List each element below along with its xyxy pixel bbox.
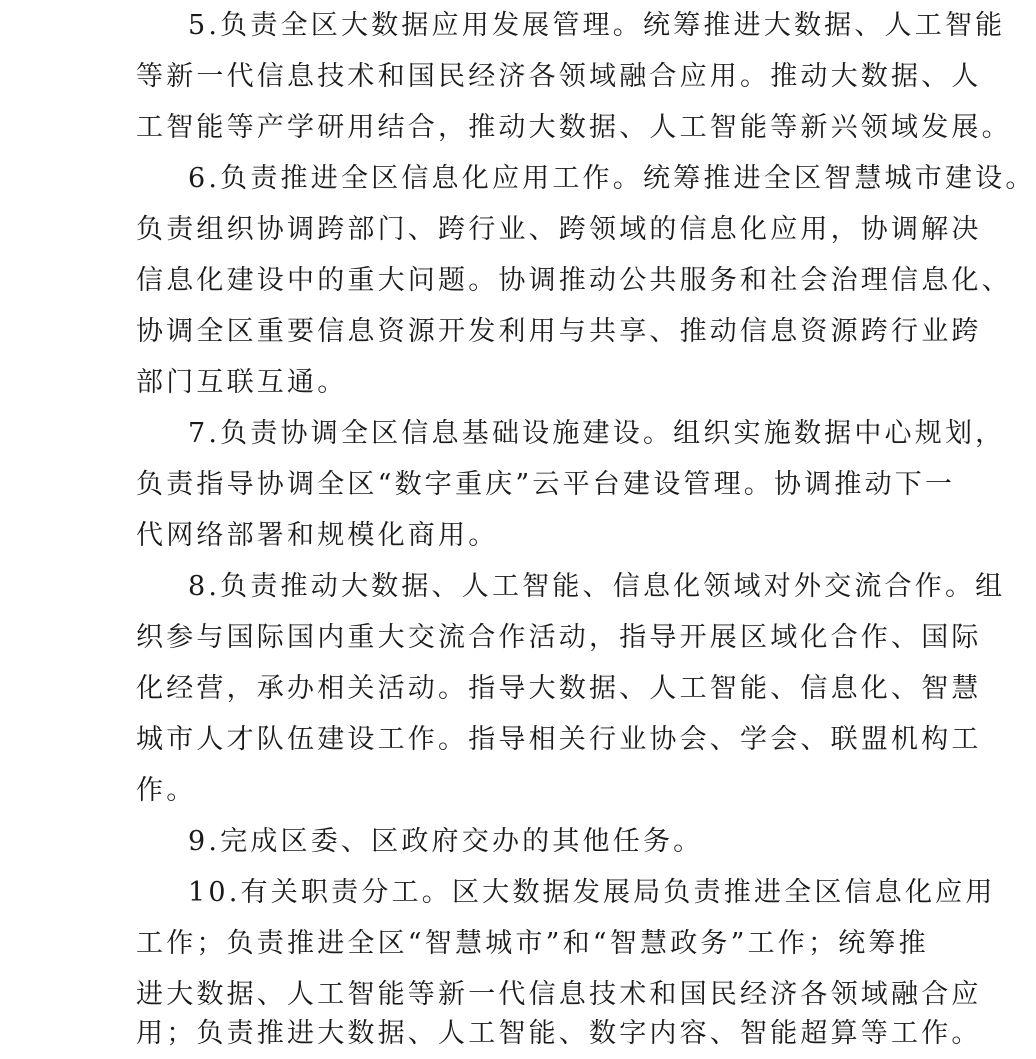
text-line: 5.负责全区大数据应用发展管理。统筹推进大数据、人工智能 xyxy=(188,10,1006,41)
text-line: 工作；负责推进全区“智慧城市”和“智慧政务”工作；统筹推 xyxy=(136,928,929,959)
text-line: 10.有关职责分工。区大数据发展局负责推进全区信息化应用 xyxy=(188,877,996,908)
text-line: 信息化建设中的重大问题。协调推动公共服务和社会治理信息化、 xyxy=(136,265,1012,296)
text-line: 化经营，承办相关活动。指导大数据、人工智能、信息化、智慧 xyxy=(136,673,982,704)
text-line: 6.负责推进全区信息化应用工作。统筹推进全区智慧城市建设。 xyxy=(188,163,1036,194)
text-line: 进大数据、人工智能等新一代信息技术和国民经济各领域融合应 xyxy=(136,979,982,1010)
text-line: 代网络部署和规模化商用。 xyxy=(136,520,499,551)
text-line: 工智能等产学研用结合，推动大数据、人工智能等新兴领域发展。 xyxy=(136,112,1012,143)
text-line: 用；负责推进大数据、人工智能、数字内容、智能超算等工作。 xyxy=(136,1018,982,1049)
text-line: 协调全区重要信息资源开发利用与共享、推动信息资源跨行业跨 xyxy=(136,316,982,347)
text-line: 部门互联互通。 xyxy=(136,367,348,398)
text-line: 负责组织协调跨部门、跨行业、跨领域的信息化应用，协调解决 xyxy=(136,214,982,245)
text-line: 9.完成区委、区政府交办的其他任务。 xyxy=(188,826,704,857)
text-line: 作。 xyxy=(136,775,197,806)
text-line: 织参与国际国内重大交流合作活动，指导开展区域化合作、国际 xyxy=(136,622,982,653)
text-line: 等新一代信息技术和国民经济各领域融合应用。推动大数据、人 xyxy=(136,61,982,92)
text-line: 7.负责协调全区信息基础设施建设。组织实施数据中心规划， xyxy=(188,418,1006,449)
text-line: 负责指导协调全区“数字重庆”云平台建设管理。协调推动下一 xyxy=(136,469,956,500)
text-line: 8.负责推动大数据、人工智能、信息化领域对外交流合作。组 xyxy=(188,571,1006,602)
text-line: 城市人才队伍建设工作。指导相关行业协会、学会、联盟机构工 xyxy=(136,724,982,755)
